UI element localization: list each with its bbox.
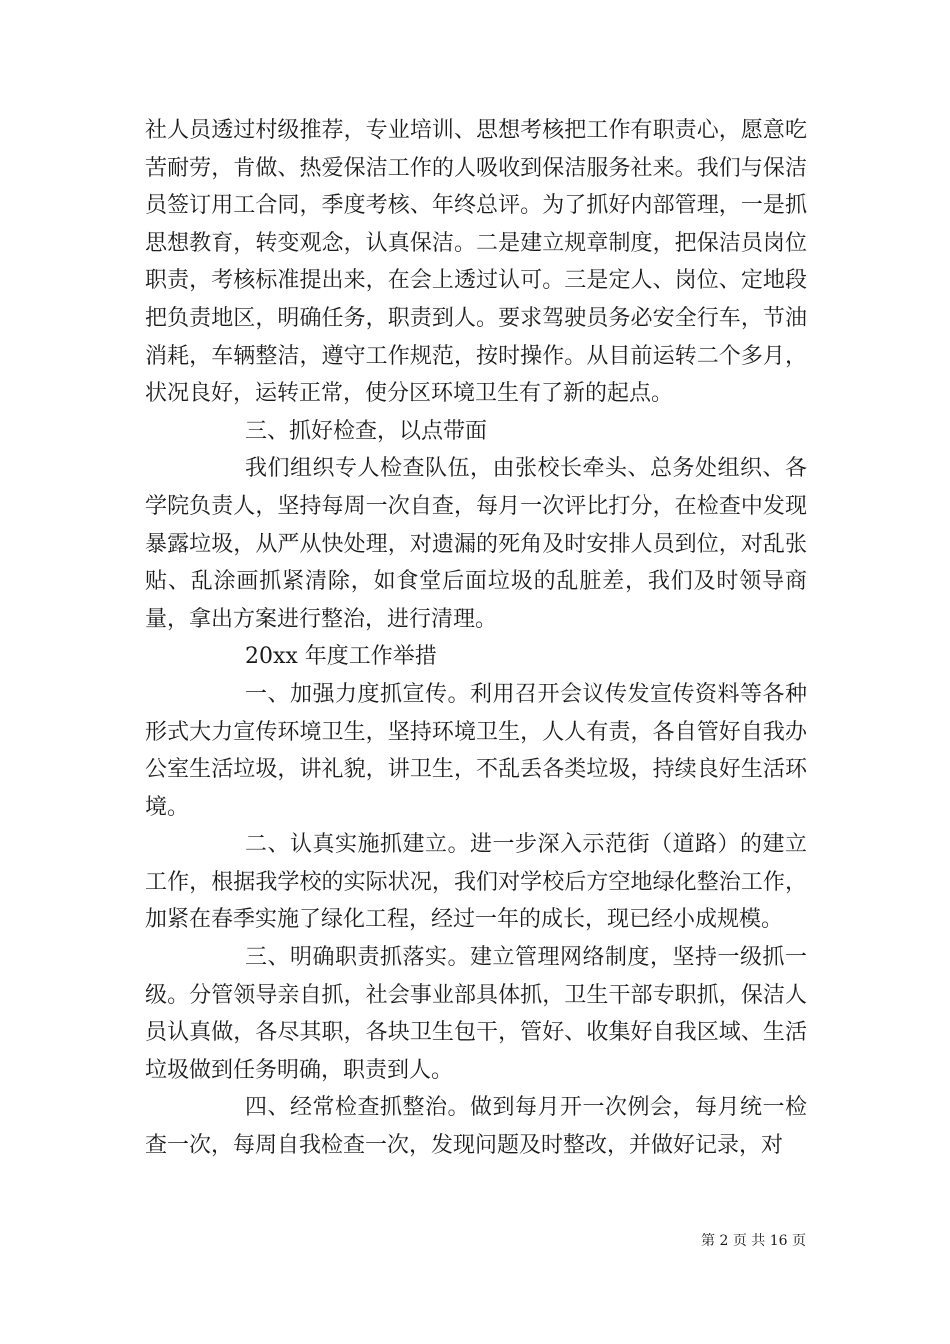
page-number-footer: 第 2 页 共 16 页 [701,1233,806,1249]
paragraph-measure-3: 三、明确职责抓落实。建立管理网络制度，坚持一级抓一级。分管领导亲自抓，社会事业部具体抓，卫生干部专职抓，保洁人员认真做，各尽其职，各块卫生包干，管好、收集好自我区域、生活垃圾做到任务明确，职责到人。 [145,945,807,1083]
paragraph-inspection-team: 我们组织专人检查队伍，由张校长牵头、总务处组织、各学院负责人，坚持每周一次自查，每月一次评比打分，在检查中发现暴露垃圾，从严从快处理，对遗漏的死角及时安排人员到位，对乱张贴、乱涂画抓紧清除，如食堂后面垃圾的乱脏差，我们及时领导商量，拿出方案进行整治，进行清理。 [145,456,807,632]
section-heading-annual-measures: 20xx 年度工作举措 [245,644,437,670]
document-body [145,112,807,1165]
paragraph-measure-4: 四、经常检查抓整治。做到每月开一次例会，每月统一检查一次，每周自我检查一次，发现问题及时整改，并做好记录，对 [145,1095,807,1159]
section-heading-inspection: 三、抓好检查，以点带面 [245,418,488,444]
paragraph-measure-1: 一、加强力度抓宣传。利用召开会议传发宣传资料等各种形式大力宣传环境卫生，坚持环境卫生，人人有责，各自管好自我办公室生活垃圾，讲礼貌，讲卫生，不乱丢各类垃圾，持续良好生活环境。 [145,681,807,820]
paragraph-1: 社人员透过村级推荐，专业培训、思想考核把工作有职责心，愿意吃苦耐劳，肯做、热爱保洁工作的人吸收到保洁服务社来。我们与保洁员签订用工合同，季度考核、年终总评。为了抓好内部管理，一是抓思想教育，转变观念，认真保洁。二是建立规章制度，把保洁员岗位职责，考核标准提出来，在会上透过认可。三是定人、岗位、定地段把负责地区，明确任务，职责到人。要求驾驶员务必安全行车，节油消耗，车辆整洁，遵守工作规范，按时操作。从目前运转二个多月，状况良好，运转正常，使分区环境卫生有了新的起点。 [145,118,807,407]
paragraph-measure-2: 二、认真实施抓建立。进一步深入示范街（道路）的建立工作，根据我学校的实际状况，我们对学校后方空地绿化整治工作，加紧在春季实施了绿化工程，经过一年的成长，现已经小成规模。 [145,832,807,933]
